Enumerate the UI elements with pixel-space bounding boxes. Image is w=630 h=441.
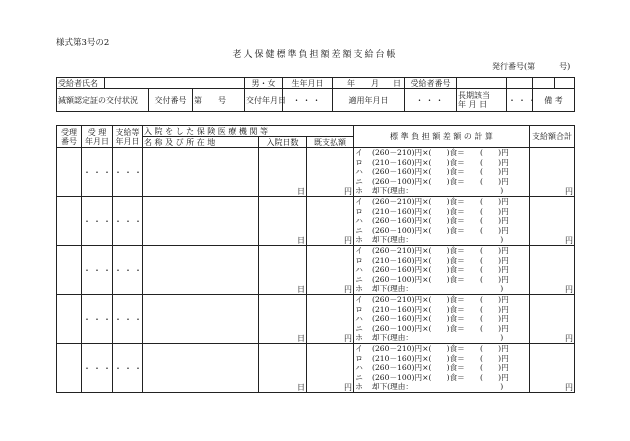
receipt-date-dots: ・・・ [83,314,113,324]
receipt-no-header [57,126,82,148]
calc-kana: ニ [355,274,363,284]
paid-amount-cell [307,148,354,197]
calc-line [354,246,529,256]
calc-line [354,167,529,177]
payment-date-cell [113,344,143,393]
payment-date-cell [113,246,143,295]
payment-date-header-1: 支給等 [115,127,140,137]
recipient-info-table [56,77,575,112]
name-address-cell [143,344,259,393]
calc-line [354,314,529,324]
calc-cell [354,295,530,344]
calc-cell [354,197,530,246]
calc-formula: (260－100)円×( )食＝ ( )円 [372,225,509,235]
calc-formula: (260－160)円×( )食＝ ( )円 [372,363,509,373]
total-yen-unit: 円 [565,236,573,245]
calc-line [354,295,529,305]
total-yen-unit: 円 [565,383,573,392]
day-unit: 日 [297,285,305,294]
calc-kana: イ [355,295,363,304]
recipient-number-cell-3 [533,78,555,89]
hospital-days-cell [259,246,307,295]
calc-formula: (260－100)円×( )食＝ ( )円 [372,372,509,382]
receipt-no-header-2: 番号 [61,136,77,146]
hospital-days-header: 入院日数 [259,137,307,148]
birth-year-label: 年 [347,78,355,88]
calc-kana: ロ [355,255,363,265]
ledger-row [57,197,575,246]
calc-formula: (260－210)円×( )食＝ ( )円 [372,295,509,304]
payment-date-dots: ・・・ [114,265,144,275]
issue-number-label: 発行番号(第 [492,62,536,71]
ledger-row [57,344,575,393]
receipt-date-header [82,126,113,148]
calc-kana: イ [355,148,363,157]
paid-amount-cell [307,197,354,246]
issue-number-suffix: 号) [559,62,571,71]
calc-kana: ハ [355,216,363,226]
calc-formula: (260－210)円×( )食＝ ( )円 [372,197,509,206]
long-term-label [457,89,507,112]
name-address-cell [143,246,259,295]
birthdate-label: 生年月日 [283,78,333,89]
calc-kana: ハ [355,363,363,373]
calc-kana: ホ [355,333,363,343]
ledger-row [57,148,575,197]
day-unit: 日 [297,334,305,343]
issue-number [492,61,570,72]
total-header: 支給額合計 [530,126,575,148]
payment-date-dots: ・・・ [114,314,144,324]
issue-date-label: 交付年月日 [245,89,283,112]
calc-formula: (210－160)円×( )食＝ ( )円 [372,255,509,265]
calc-kana: ロ [355,304,363,314]
calc-cell [354,344,530,393]
calc-line [354,363,529,373]
long-term-label-line1: 長期該当 [458,91,490,100]
calc-kana: ハ [355,314,363,324]
paid-yen-unit: 円 [344,187,352,196]
calc-kana: ニ [355,225,363,235]
calc-line [354,333,529,343]
calc-formula: (260－160)円×( )食＝ ( )円 [372,314,509,324]
calc-kana: ニ [355,323,363,333]
hospital-days-cell [259,344,307,393]
calc-cell [354,148,530,197]
calc-kana: イ [355,344,363,353]
receipt-no-cell [57,344,82,393]
calc-formula: (260－100)円×( )食＝ ( )円 [372,176,509,186]
dai-label: 第 [194,95,202,105]
receipt-date-dots: ・・・ [83,216,113,226]
payment-date-dots: ・・・ [114,167,144,177]
calc-kana: ロ [355,353,363,363]
ledger-table [56,125,575,393]
paid-yen-unit: 円 [344,285,352,294]
paid-yen-unit: 円 [344,334,352,343]
issue-date-value: ・・・ [283,89,333,112]
calc-formula: (210－160)円×( )食＝ ( )円 [372,157,509,167]
birth-month-label: 月 [371,78,379,88]
total-cell [530,246,575,295]
calc-line [354,216,529,226]
page-title: 老人保健標準負担額差額支給台帳 [232,50,398,60]
calc-line [354,256,529,266]
ledger-row [57,246,575,295]
calc-line [354,354,529,364]
total-cell [530,344,575,393]
recipient-name-label: 受給者氏名 [57,78,105,89]
birth-day-label: 日 [393,78,401,88]
receipt-date-cell [82,344,113,393]
calc-line [354,207,529,217]
payment-date-cell [113,197,143,246]
issue-no-label: 交付番号 [149,89,193,112]
paid-yen-unit: 円 [344,236,352,245]
calc-kana: ホ [355,235,363,245]
calc-formula: 却下(理由： ) [372,382,504,392]
calc-formula: (260－210)円×( )食＝ ( )円 [372,246,509,255]
ledger-row [57,295,575,344]
calc-formula: (260－210)円×( )食＝ ( )円 [372,148,509,157]
calc-formula: (260－160)円×( )食＝ ( )円 [372,216,509,226]
calc-line [354,373,529,383]
calc-header: 標 準 負 担 額 差 額 の 計 算 [354,126,530,148]
calc-formula: (210－160)円×( )食＝ ( )円 [372,206,509,216]
calc-cell [354,246,530,295]
calc-formula: 却下(理由： ) [372,284,504,294]
total-yen-unit: 円 [565,187,573,196]
calc-formula: (260－210)円×( )食＝ ( )円 [372,344,509,353]
receipt-date-dots: ・・・ [83,363,113,373]
reduction-status-label: 減額認定証の交付状況 [57,89,149,112]
receipt-no-header-1: 受理 [61,127,77,137]
recipient-number-cell-4 [555,78,575,89]
total-yen-unit: 円 [565,334,573,343]
calc-formula: (210－160)円×( )食＝ ( )円 [372,353,509,363]
calc-kana: ホ [355,186,363,196]
calc-formula: 却下(理由： ) [372,186,504,196]
apply-date-value: ・・・ [405,89,457,112]
day-unit: 日 [297,383,305,392]
calc-kana: ハ [355,167,363,177]
receipt-date-header-2: 年月日 [85,136,109,146]
calc-kana: イ [355,197,363,206]
calc-kana: イ [355,246,363,255]
day-unit: 日 [297,236,305,245]
payment-date-header-2: 年月日 [115,136,140,146]
calc-kana: ホ [355,284,363,294]
remarks-label: 備 考 [533,89,575,112]
calc-line [354,197,529,207]
calc-line [354,235,529,245]
total-cell [530,197,575,246]
total-cell [530,295,575,344]
hospital-days-cell [259,295,307,344]
payment-date-dots: ・・・ [114,216,144,226]
paid-amount-cell [307,246,354,295]
name-address-header: 名 称 及 び 所 在 地 [143,137,259,148]
calc-kana: ホ [355,382,363,392]
receipt-no-cell [57,246,82,295]
calc-formula: (260－100)円×( )食＝ ( )円 [372,274,509,284]
birthdate-value [333,78,405,89]
calc-kana: ニ [355,176,363,186]
paid-amount-cell [307,295,354,344]
payment-date-dots: ・・・ [114,363,144,373]
calc-kana: ロ [355,157,363,167]
calc-formula: (260－100)円×( )食＝ ( )円 [372,323,509,333]
calc-kana: ロ [355,206,363,216]
payment-date-cell [113,295,143,344]
receipt-date-dots: ・・・ [83,167,113,177]
calc-line [354,148,529,158]
calc-line [354,158,529,168]
hospital-days-cell [259,197,307,246]
receipt-date-header-1: 受 理 [87,127,107,137]
paid-yen-unit: 円 [344,383,352,392]
sex-label: 男・女 [245,78,283,89]
receipt-date-cell [82,197,113,246]
name-address-cell [143,295,259,344]
calc-line [354,275,529,285]
apply-date-label: 適用年月日 [333,89,405,112]
recipient-number-label: 受給者番号 [405,78,457,89]
receipt-no-cell [57,295,82,344]
calc-line [354,284,529,294]
issue-no-value [193,89,245,112]
calc-formula: (210－160)円×( )食＝ ( )円 [372,304,509,314]
calc-line [354,226,529,236]
calc-line [354,177,529,187]
calc-line [354,344,529,354]
total-cell [530,148,575,197]
name-address-cell [143,148,259,197]
receipt-date-cell [82,246,113,295]
name-address-cell [143,197,259,246]
calc-formula: 却下(理由： ) [372,333,504,343]
paid-amount-header: 既支払額 [307,137,354,148]
calc-line [354,382,529,392]
total-yen-unit: 円 [565,285,573,294]
calc-line [354,186,529,196]
payment-date-cell [113,148,143,197]
recipient-number-cell-1 [457,78,507,89]
calc-formula: 却下(理由： ) [372,235,504,245]
calc-kana: ニ [355,372,363,382]
calc-line [354,324,529,334]
calc-line [354,265,529,275]
paid-amount-cell [307,344,354,393]
recipient-number-cell-2 [507,78,533,89]
recipient-name-value [105,78,245,89]
receipt-no-cell [57,197,82,246]
calc-kana: ハ [355,265,363,275]
hospital-days-cell [259,148,307,197]
day-unit: 日 [297,187,305,196]
long-term-date-value: ・・・ [507,89,533,112]
payment-date-header [113,126,143,148]
calc-formula: (260－160)円×( )食＝ ( )円 [372,265,509,275]
form-id: 様式第3号の2 [56,38,110,48]
calc-formula: (260－160)円×( )食＝ ( )円 [372,167,509,177]
receipt-date-cell [82,148,113,197]
go-label: 号 [218,95,226,105]
receipt-date-dots: ・・・ [83,265,113,275]
calc-line [354,305,529,315]
institution-header: 入 院 を し た 保 険 医 療 機 関 等 [143,126,354,137]
receipt-date-cell [82,295,113,344]
receipt-no-cell [57,148,82,197]
long-term-label-line2: 年 月 日 [458,100,488,109]
